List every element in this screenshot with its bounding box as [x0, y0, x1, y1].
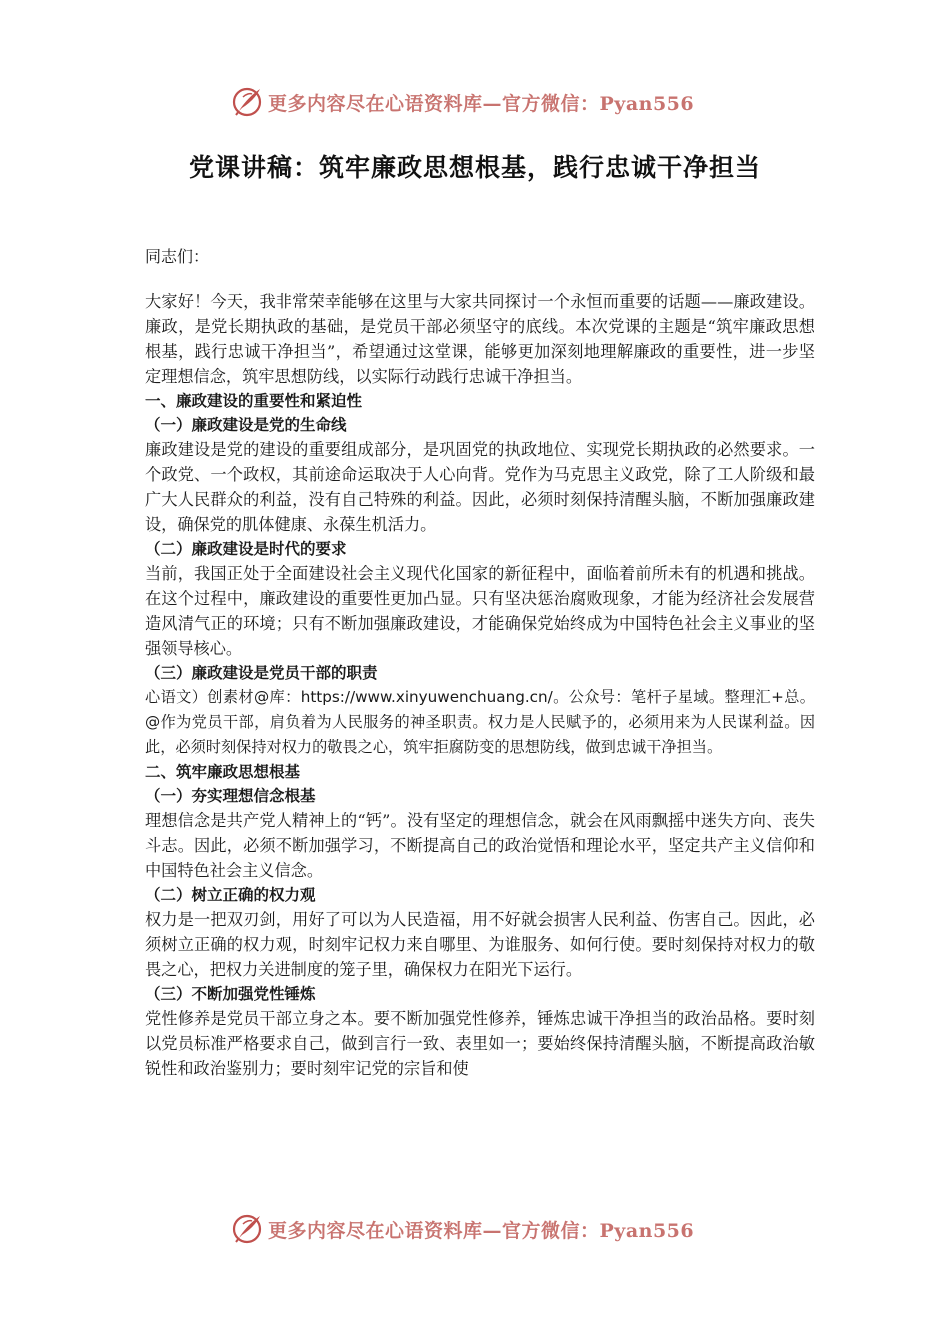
salutation: 同志们：: [145, 247, 210, 266]
header-banner: [230, 84, 750, 120]
section-1-sub-1-heading: （一）廉政建设是党的生命线: [145, 416, 347, 434]
footer-banner: [230, 1211, 750, 1247]
section-2-sub-3-text: 党性修养是党员干部立身之本。要不断加强党性修养，锤炼忠诚干净担当的政治品格。要时刻以党员标准严格要求自己，做到言行一致、表里如一；要始终保持清醒头脑，不断提高政治敏锐性和政治鉴别力；要时刻牢记党的宗旨和使: [145, 1009, 815, 1078]
section-1-sub-2-heading: （二）廉政建设是时代的要求: [145, 540, 347, 558]
section-2-sub-2-text: 权力是一把双刃剑，用好了可以为人民造福，用不好就会损害人民利益、伤害自己。因此，必须树立正确的权力观，时刻牢记权力来自哪里、为谁服务、如何行使。要时刻保持对权力的敬畏之心，把权力关进制度的笼子里，确保权力在阳光下运行。: [145, 910, 815, 979]
section-2-sub-3-heading: （三）不断加强党性锤炼: [145, 985, 316, 1003]
section-1-sub-1-text: 廉政建设是党的建设的重要组成部分，是巩固党的执政地位、实现党长期执政的必然要求。一个政党、一个政权，其前途命运取决于人心向背。党作为马克思主义政党，除了工人阶级和最广大人民群众的利益，没有自己特殊的利益。因此，必须时刻保持清醒头脑，不断加强廉政建设，确保党的肌体健康、永葆生机活力。: [145, 440, 815, 534]
section-1-sub-3-text: 心语文）创素材@库：https://www.xinyuwenchuang.cn/。公众号：笔杆子星域。整理汇+总。@作为党员干部，肩负着为人民服务的神圣职责。权力是人民赋予的，必须用来为人民谋利益。因此，必须时刻保持对权力的敬畏之心，筑牢拒腐防变的思想防线，做到忠诚干净担当。: [145, 688, 815, 756]
banner-text: 更多内容尽在心语资料库—官方微信：Pyan556: [268, 1219, 695, 1242]
document-title: 党课讲稿：筑牢廉政思想根基，践行忠诚干净担当: [188, 153, 761, 182]
section-2-sub-2-heading: （二）树立正确的权力观: [145, 886, 316, 904]
section-1-sub-2-text: 当前，我国正处于全面建设社会主义现代化国家的新征程中，面临着前所未有的机遇和挑战。在这个过程中，廉政建设的重要性更加凸显。只有坚决惩治腐败现象，才能为经济社会发展营造风清气正的环境；只有不断加强廉政建设，才能确保党始终成为中国特色社会主义事业的坚强领导核心。: [145, 564, 815, 658]
quill-pen-logo-icon: [230, 1212, 264, 1246]
section-1-sub-3-heading: （三）廉政建设是党员干部的职责: [145, 664, 378, 682]
section-1-heading: 一、廉政建设的重要性和紧迫性: [145, 392, 363, 410]
intro-paragraph: 大家好！今天，我非常荣幸能够在这里与大家共同探讨一个永恒而重要的话题——廉政建设。廉政，是党长期执政的基础，是党员干部必须坚守的底线。本次党课的主题是“筑牢廉政思想根基，践行忠诚干净担当”，希望通过这堂课，能够更加深刻地理解廉政的重要性，进一步坚定理想信念，筑牢思想防线，以实际行动践行忠诚干净担当。: [145, 292, 815, 386]
banner-text: 更多内容尽在心语资料库—官方微信：Pyan556: [268, 92, 695, 115]
section-2-heading: 二、筑牢廉政思想根基: [145, 763, 301, 781]
document-body: [145, 244, 815, 1081]
quill-pen-logo-icon: [230, 85, 264, 119]
section-2-sub-1-text: 理想信念是共产党人精神上的“钙”。没有坚定的理想信念，就会在风雨飘摇中迷失方向、丧失斗志。因此，必须不断加强学习，不断提高自己的政治觉悟和理论水平，坚定共产主义信仰和中国特色社会主义信念。: [145, 811, 815, 880]
section-2-sub-1-heading: （一）夯实理想信念根基: [145, 787, 316, 805]
